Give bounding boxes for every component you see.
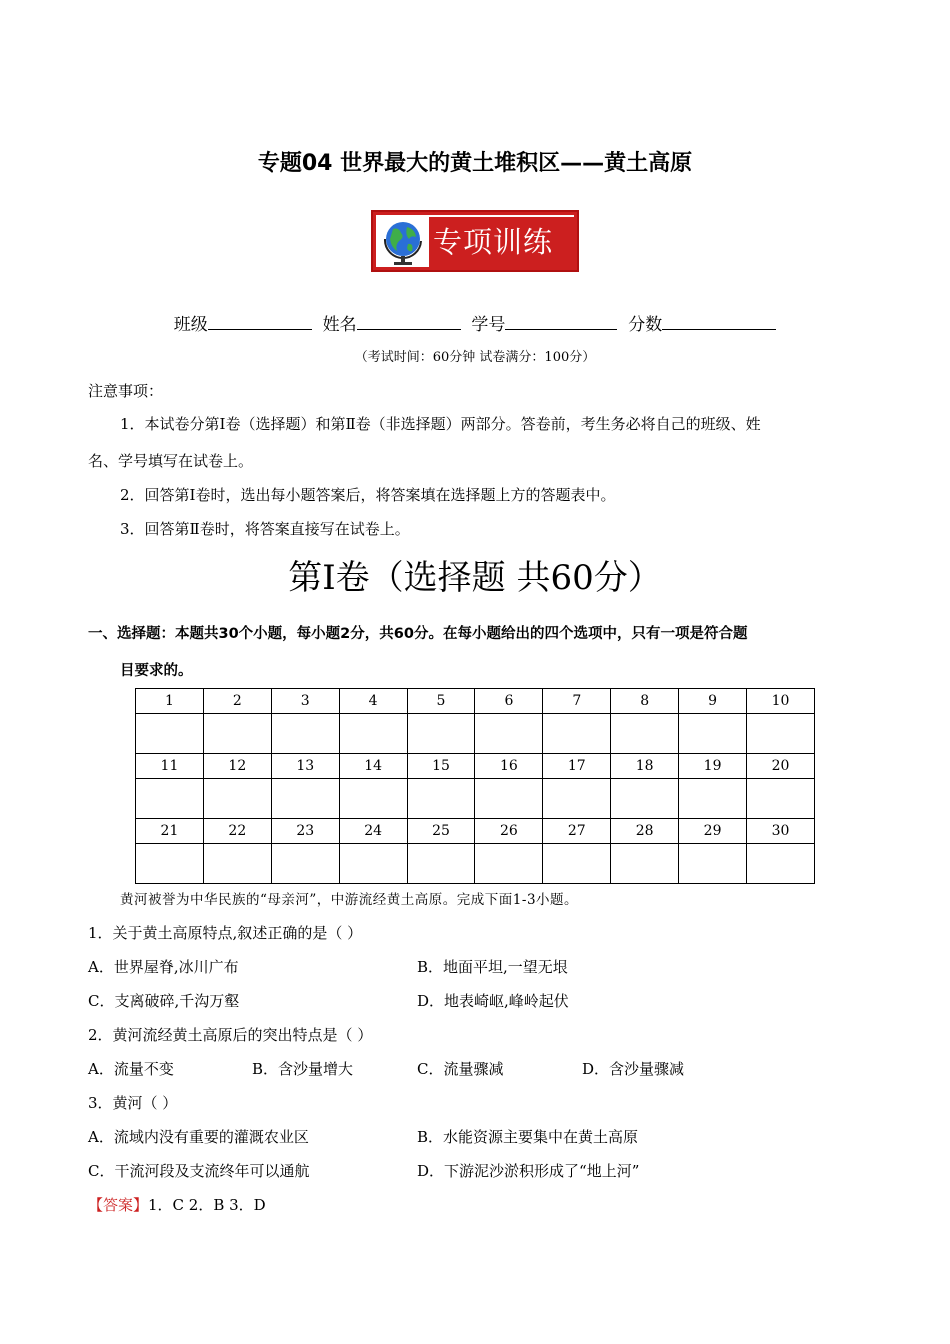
exam-time-note: （考试时间：60分钟 试卷满分：100分）: [354, 350, 596, 365]
option-d: D．含沙量骤减: [582, 1060, 685, 1078]
answer-table: [135, 688, 815, 884]
student-id-field[interactable]: [505, 315, 617, 330]
answer-cell[interactable]: [136, 714, 204, 754]
answer-cell[interactable]: [339, 779, 407, 819]
option-a: A．流量不变: [88, 1060, 174, 1078]
question-number: 6: [475, 689, 543, 714]
answer-table-row: [136, 819, 815, 844]
question-number: 22: [203, 819, 271, 844]
question-number: 5: [407, 689, 475, 714]
answer-key: [88, 1194, 266, 1215]
answer-cell[interactable]: [271, 714, 339, 754]
question-stem: 2．黄河流经黄土高原后的突出特点是（ ）: [88, 1026, 373, 1044]
student-info-line: [0, 310, 950, 335]
question-number: 19: [679, 754, 747, 779]
question-stem: 3．黄河（ ）: [88, 1094, 178, 1112]
question-number: 29: [679, 819, 747, 844]
option-a: A．流域内没有重要的灌溉农业区: [88, 1128, 309, 1146]
question-number: 24: [339, 819, 407, 844]
question-number: 1: [136, 689, 204, 714]
answer-cell[interactable]: [136, 844, 204, 884]
answer-cell[interactable]: [475, 779, 543, 819]
name-label: 姓名: [322, 315, 357, 335]
section-instruction: 一、选择题：本题共30个小题，每小题2分，共60分。在每小题给出的四个选项中，只有一项是符合题: [88, 626, 748, 642]
question-number: 20: [747, 754, 815, 779]
question-number: 14: [339, 754, 407, 779]
option-d: D．下游泥沙淤积形成了“地上河”: [417, 1162, 640, 1180]
note-item-2: 2．回答第Ⅰ卷时，选出每小题答案后，将答案填在选择题上方的答题表中。: [120, 486, 616, 504]
score-field[interactable]: [662, 315, 776, 330]
answer-key-text: 1．C 2．B 3．D: [148, 1196, 266, 1214]
answer-input-row: [136, 779, 815, 819]
answer-cell[interactable]: [339, 844, 407, 884]
question-group-intro: 黄河被誉为中华民族的“母亲河”，中游流经黄土高原。完成下面1-3小题。: [120, 892, 579, 908]
question-number: 26: [475, 819, 543, 844]
name-field[interactable]: [357, 315, 461, 330]
question-number: 17: [543, 754, 611, 779]
option-b: B．水能资源主要集中在黄土高原: [417, 1128, 639, 1146]
option-a: A．世界屋脊,冰川广布: [88, 958, 239, 976]
globe-icon: [381, 219, 427, 267]
student-id-label: 学号: [471, 315, 506, 335]
question-number: 3: [271, 689, 339, 714]
option-d: D．地表崎岖,峰岭起伏: [417, 992, 569, 1010]
special-training-logo: [371, 210, 579, 272]
answer-cell[interactable]: [679, 779, 747, 819]
answer-cell[interactable]: [679, 714, 747, 754]
answer-cell[interactable]: [543, 844, 611, 884]
question-number: 27: [543, 819, 611, 844]
answer-cell[interactable]: [271, 844, 339, 884]
logo-text: 专项训练: [429, 217, 577, 270]
option-b: B．含沙量增大: [252, 1060, 354, 1078]
answer-cell[interactable]: [203, 779, 271, 819]
question-number: 21: [136, 819, 204, 844]
question-number: 7: [543, 689, 611, 714]
answer-cell[interactable]: [203, 844, 271, 884]
question-number: 9: [679, 689, 747, 714]
answer-cell[interactable]: [407, 714, 475, 754]
question-number: 8: [611, 689, 679, 714]
answer-input-row: [136, 844, 815, 884]
answer-cell[interactable]: [543, 714, 611, 754]
section-instruction-cont: 目要求的。: [120, 663, 193, 679]
question-number: 16: [475, 754, 543, 779]
question-number: 30: [747, 819, 815, 844]
answer-cell[interactable]: [611, 714, 679, 754]
answer-cell[interactable]: [679, 844, 747, 884]
notes-heading: 注意事项：: [88, 382, 164, 400]
question-number: 13: [271, 754, 339, 779]
question-number: 25: [407, 819, 475, 844]
answer-cell[interactable]: [747, 714, 815, 754]
note-item-3: 3．回答第Ⅱ卷时，将答案直接写在试卷上。: [120, 520, 410, 538]
answer-cell[interactable]: [475, 844, 543, 884]
question-number: 23: [271, 819, 339, 844]
answer-table-row: [136, 754, 815, 779]
question-number: 11: [136, 754, 204, 779]
class-field[interactable]: [208, 315, 312, 330]
question-number: 10: [747, 689, 815, 714]
answer-cell[interactable]: [136, 779, 204, 819]
answer-cell[interactable]: [407, 779, 475, 819]
answer-cell[interactable]: [747, 779, 815, 819]
answer-cell[interactable]: [543, 779, 611, 819]
answer-cell[interactable]: [271, 779, 339, 819]
class-label: 班级: [173, 315, 208, 335]
answer-cell[interactable]: [475, 714, 543, 754]
answer-input-row: [136, 714, 815, 754]
answer-table-row: [136, 689, 815, 714]
question-number: 12: [203, 754, 271, 779]
answer-cell[interactable]: [747, 844, 815, 884]
option-c: C．支离破碎,千沟万壑: [88, 992, 240, 1010]
question-number: 28: [611, 819, 679, 844]
part-one-title: 第Ⅰ卷（选择题 共60分）: [288, 558, 662, 598]
option-c: C．流量骤减: [417, 1060, 504, 1078]
answer-cell[interactable]: [611, 779, 679, 819]
note-item-1-cont: 名、学号填写在试卷上。: [88, 452, 254, 470]
question-number: 18: [611, 754, 679, 779]
answer-cell[interactable]: [339, 714, 407, 754]
question-number: 4: [339, 689, 407, 714]
option-b: B．地面平坦,一望无垠: [417, 958, 568, 976]
score-label: 分数: [628, 315, 663, 335]
page-title: 专题04 世界最大的黄土堆积区——黄土高原: [257, 151, 693, 176]
question-number: 15: [407, 754, 475, 779]
question-stem: 1．关于黄土高原特点,叙述正确的是（ ）: [88, 924, 363, 942]
answer-cell[interactable]: [203, 714, 271, 754]
answer-cell[interactable]: [407, 844, 475, 884]
answer-cell[interactable]: [611, 844, 679, 884]
answer-key-label: 【答案】: [88, 1196, 149, 1214]
option-c: C．干流河段及支流终年可以通航: [88, 1162, 310, 1180]
question-number: 2: [203, 689, 271, 714]
note-item-1: 1．本试卷分第Ⅰ卷（选择题）和第Ⅱ卷（非选择题）两部分。答卷前，考生务必将自己的班级、姓: [120, 415, 761, 433]
